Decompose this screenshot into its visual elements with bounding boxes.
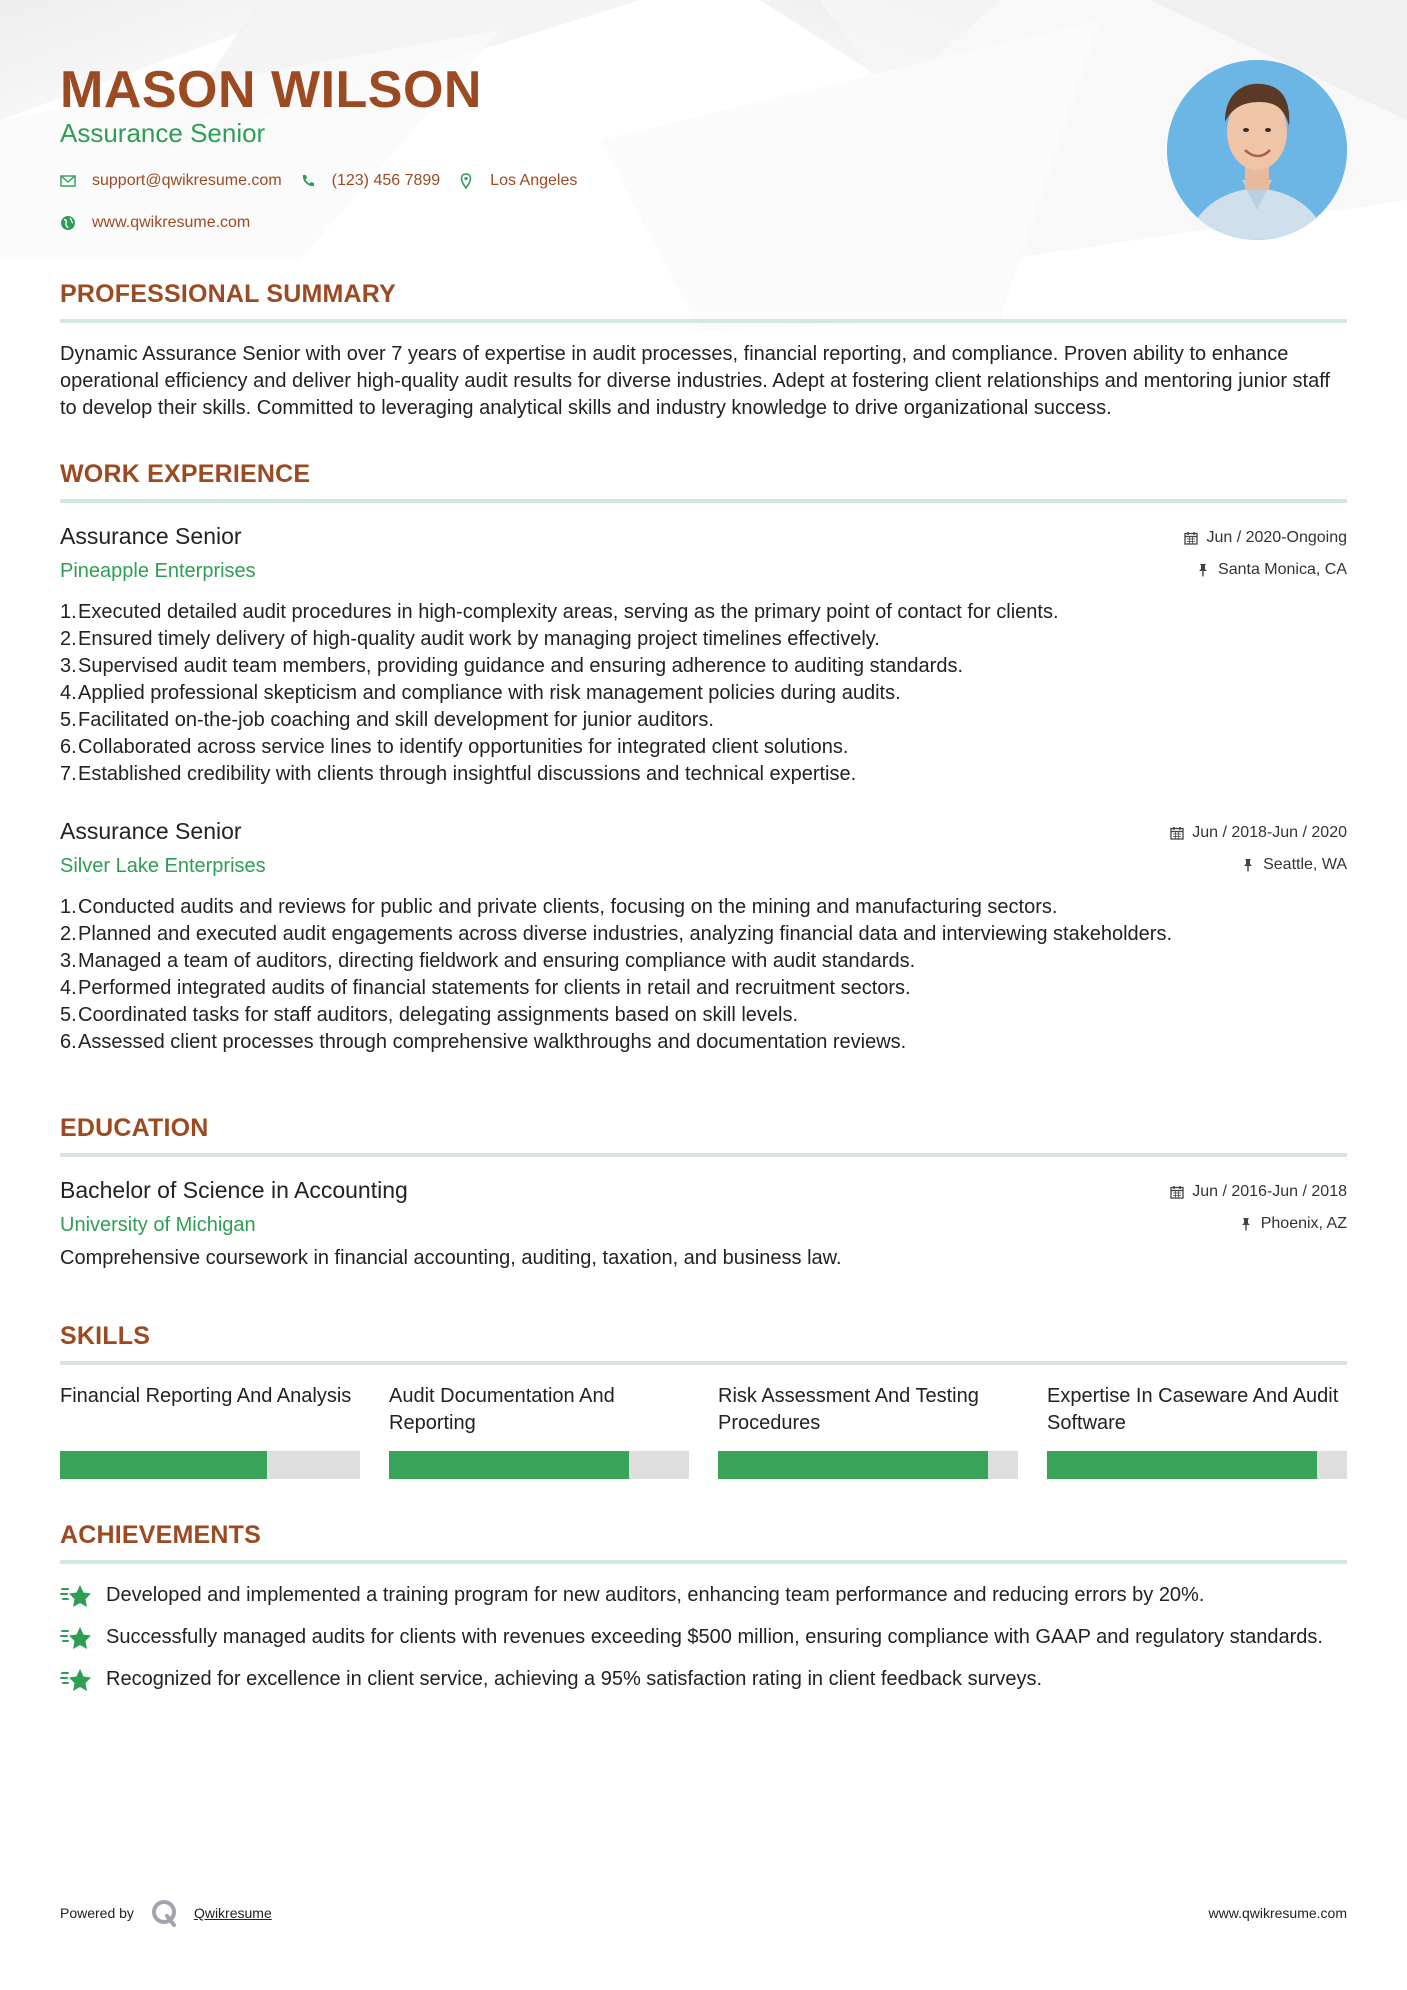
qwikresume-link[interactable]: Qwikresume xyxy=(193,1905,272,1921)
list-item: 2. Planned and executed audit engagements across diverse industries, analyzing financial data and interviewing stakeholders. xyxy=(60,923,1173,945)
school: University of Michigan xyxy=(60,1214,256,1236)
summary-section xyxy=(60,280,1347,422)
email-text: support@qwikresume.com xyxy=(92,172,282,189)
pushpin-icon xyxy=(1196,563,1210,577)
list-item: 5. Facilitated on-the-job coaching and skill development for junior auditors. xyxy=(60,709,714,731)
job-title: Assurance Senior xyxy=(60,818,242,844)
person-avatar-icon xyxy=(1167,60,1347,240)
contact-row xyxy=(60,172,595,190)
profile-photo xyxy=(1167,60,1347,240)
job-entry xyxy=(60,523,1347,788)
map-marker-icon xyxy=(458,173,474,189)
qwikresume-logo-icon xyxy=(150,1898,180,1928)
section-title: EDUCATION xyxy=(60,1114,1347,1157)
pushpin-icon xyxy=(1241,858,1255,872)
education-entry xyxy=(60,1177,1347,1270)
education-description: Comprehensive coursework in financial accounting, auditing, taxation, and business law. xyxy=(60,1247,842,1269)
list-item: 1. Executed detailed audit procedures in high-complexity areas, serving as the primary point of contact for clients. xyxy=(60,601,1059,623)
pushpin-icon xyxy=(1239,1217,1253,1231)
job-bullets xyxy=(60,599,1347,788)
contact-phone[interactable] xyxy=(300,172,441,190)
skill-level-bar xyxy=(60,1451,360,1479)
job-date: Jun / 2020-Ongoing xyxy=(1184,529,1347,547)
skill-name: Expertise In Caseware And Audit Software xyxy=(1047,1385,1339,1434)
skill-level-bar xyxy=(1047,1451,1347,1479)
skill-level-bar xyxy=(389,1451,689,1479)
contact-website[interactable] xyxy=(60,214,250,232)
achievements-section xyxy=(60,1521,1347,1694)
education-location: Phoenix, AZ xyxy=(1239,1215,1347,1233)
contact-email[interactable] xyxy=(60,172,282,190)
skill-name: Financial Reporting And Analysis xyxy=(60,1385,352,1407)
list-item: 4. Applied professional skepticism and compliance with risk management policies during audits. xyxy=(60,682,901,704)
globe-icon xyxy=(60,215,76,231)
skill-level-bar xyxy=(718,1451,1018,1479)
job-location: Santa Monica, CA xyxy=(1196,561,1347,579)
candidate-name: MASON WILSON xyxy=(60,61,482,119)
list-item: 6. Assessed client processes through comprehensive walkthroughs and documentation reviews. xyxy=(60,1031,907,1053)
calendar-icon xyxy=(1170,826,1184,840)
list-item: 5. Coordinated tasks for staff auditors, delegating assignments based on skill levels. xyxy=(60,1004,799,1026)
contact-row xyxy=(60,214,268,232)
skill-item xyxy=(718,1383,1018,1479)
list-item: 4. Performed integrated audits of financial statements for clients in retail and recruitment sectors. xyxy=(60,977,911,999)
powered-by-label: Powered by xyxy=(60,1905,134,1921)
candidate-role: Assurance Senior xyxy=(60,118,266,148)
contact-location xyxy=(458,172,577,190)
section-title: ACHIEVEMENTS xyxy=(60,1521,1347,1564)
skills-section xyxy=(60,1322,1347,1479)
education-date: Jun / 2016-Jun / 2018 xyxy=(1170,1183,1347,1201)
list-item: 3. Supervised audit team members, providing guidance and ensuring adherence to auditing standards. xyxy=(60,655,963,677)
achievements-list xyxy=(60,1582,1347,1694)
calendar-icon xyxy=(1184,531,1198,545)
list-item: 6. Collaborated across service lines to identify opportunities for integrated client solutions. xyxy=(60,736,849,758)
section-title: WORK EXPERIENCE xyxy=(60,460,1347,503)
list-item: 1. Conducted audits and reviews for public and private clients, focusing on the mining and manufacturing sectors. xyxy=(60,896,1058,918)
job-date: Jun / 2018-Jun / 2020 xyxy=(1170,824,1347,842)
skill-item xyxy=(60,1383,360,1479)
summary-text: Dynamic Assurance Senior with over 7 years of expertise in audit processes, financial reporting, and compliance. Proven ability to enhance operational efficiency and deliver high-quality audit results for diverse industries. Adept at fostering client relationships and mentoring junior staff to develop their skills. Committed to leveraging analytical skills and industry knowledge to drive organizational success. xyxy=(60,343,1330,419)
footer-website[interactable]: www.qwikresume.com xyxy=(1208,1905,1347,1921)
experience-section xyxy=(60,460,1347,1056)
phone-icon xyxy=(300,173,316,189)
achievement-item: Successfully managed audits for clients with revenues exceeding $500 million, ensuring compliance with GAAP and regulatory standards. xyxy=(60,1624,1347,1652)
envelope-icon xyxy=(60,173,76,189)
job-location: Seattle, WA xyxy=(1241,856,1347,874)
job-company: Silver Lake Enterprises xyxy=(60,855,266,877)
job-title: Assurance Senior xyxy=(60,523,242,549)
job-company: Pineapple Enterprises xyxy=(60,560,256,582)
list-item: 7. Established credibility with clients through insightful discussions and technical expertise. xyxy=(60,763,857,785)
degree: Bachelor of Science in Accounting xyxy=(60,1177,408,1203)
skill-name: Audit Documentation And Reporting xyxy=(389,1385,615,1434)
list-item: 3. Managed a team of auditors, directing fieldwork and ensuring compliance with audit standards. xyxy=(60,950,916,972)
page-footer xyxy=(60,1898,1347,1928)
section-title: PROFESSIONAL SUMMARY xyxy=(60,280,1347,323)
skills-list xyxy=(60,1383,1347,1479)
skill-name: Risk Assessment And Testing Procedures xyxy=(718,1385,979,1434)
job-entry xyxy=(60,818,1347,1056)
resume-header xyxy=(60,0,1347,250)
star-badge-icon xyxy=(60,1624,94,1652)
location-text: Los Angeles xyxy=(490,172,578,189)
calendar-icon xyxy=(1170,1185,1184,1199)
achievement-item: Recognized for excellence in client service, achieving a 95% satisfaction rating in client feedback surveys. xyxy=(60,1666,1347,1694)
skill-item xyxy=(389,1383,689,1479)
phone-text: (123) 456 7899 xyxy=(331,172,441,189)
section-title: SKILLS xyxy=(60,1322,1347,1365)
star-badge-icon xyxy=(60,1582,94,1610)
website-text: www.qwikresume.com xyxy=(92,214,251,231)
list-item: 2. Ensured timely delivery of high-quality audit work by managing project timelines effectively. xyxy=(60,628,880,650)
star-badge-icon xyxy=(60,1666,94,1694)
job-bullets xyxy=(60,894,1347,1056)
education-section xyxy=(60,1114,1347,1270)
achievement-item: Developed and implemented a training program for new auditors, enhancing team performance and reducing errors by 20%. xyxy=(60,1582,1347,1610)
skill-item xyxy=(1047,1383,1347,1479)
